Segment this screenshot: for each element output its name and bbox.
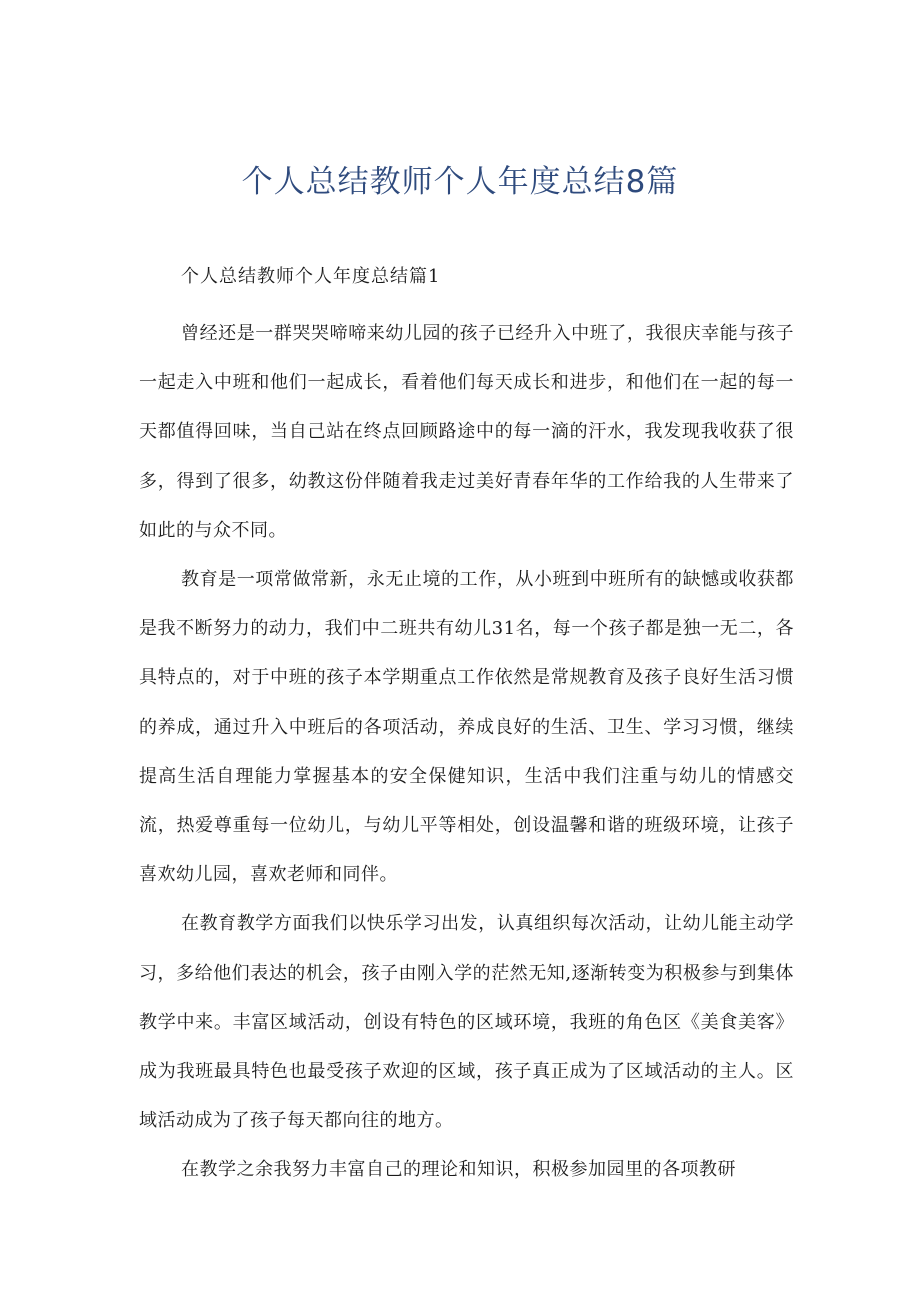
body-paragraph: 曾经还是一群哭哭啼啼来幼儿园的孩子已经升入中班了，我很庆幸能与孩子一起走入中班和他们一起成长，看着他们每天成长和进步，和他们在一起的每一天都值得回味，当自己站在终点回顾路途中的每一滴的汗水，我发现我收获了很多，得到了很多，幼教这份伴随着我走过美好青春年华的工作给我的人生带来了如此的与众不同。	[139, 323, 794, 541]
body-paragraph: 在教育教学方面我们以快乐学习出发，认真组织每次活动，让幼儿能主动学习，多给他们表达的机会，孩子由刚入学的茫然无知,逐渐转变为积极参与到集体教学中来。丰富区域活动，创设有特色的区域环境，我班的角色区《美食美客》成为我班最具特色也最受孩子欢迎的区域，孩子真正成为了区域活动的主人。区域活动成为了孩子每天都向往的地方。	[139, 913, 794, 1132]
section-heading: 个人总结教师个人年度总结篇1	[181, 266, 441, 287]
document-title: 个人总结教师个人年度总结8篇	[241, 164, 679, 200]
body-paragraph: 教育是一项常做常新，永无止境的工作，从小班到中班所有的缺憾或收获都是我不断努力的动力，我们中二班共有幼儿31名，每一个孩子都是独一无二，各具特点的，对于中班的孩子本学期重点工作依然是常规教育及孩子良好生活习惯的养成，通过升入中班后的各项活动，养成良好的生活、卫生、学习习惯，继续提高生活自理能力掌握基本的安全保健知识，生活中我们注重与幼儿的情感交流，热爱尊重每一位幼儿，与幼儿平等相处，创设温馨和谐的班级环境，让孩子喜欢幼儿园，喜欢老师和同伴。	[139, 569, 794, 886]
document-body	[139, 309, 794, 1195]
body-paragraph: 在教学之余我努力丰富自己的理论和知识，积极参加园里的各项教研	[181, 1159, 736, 1181]
